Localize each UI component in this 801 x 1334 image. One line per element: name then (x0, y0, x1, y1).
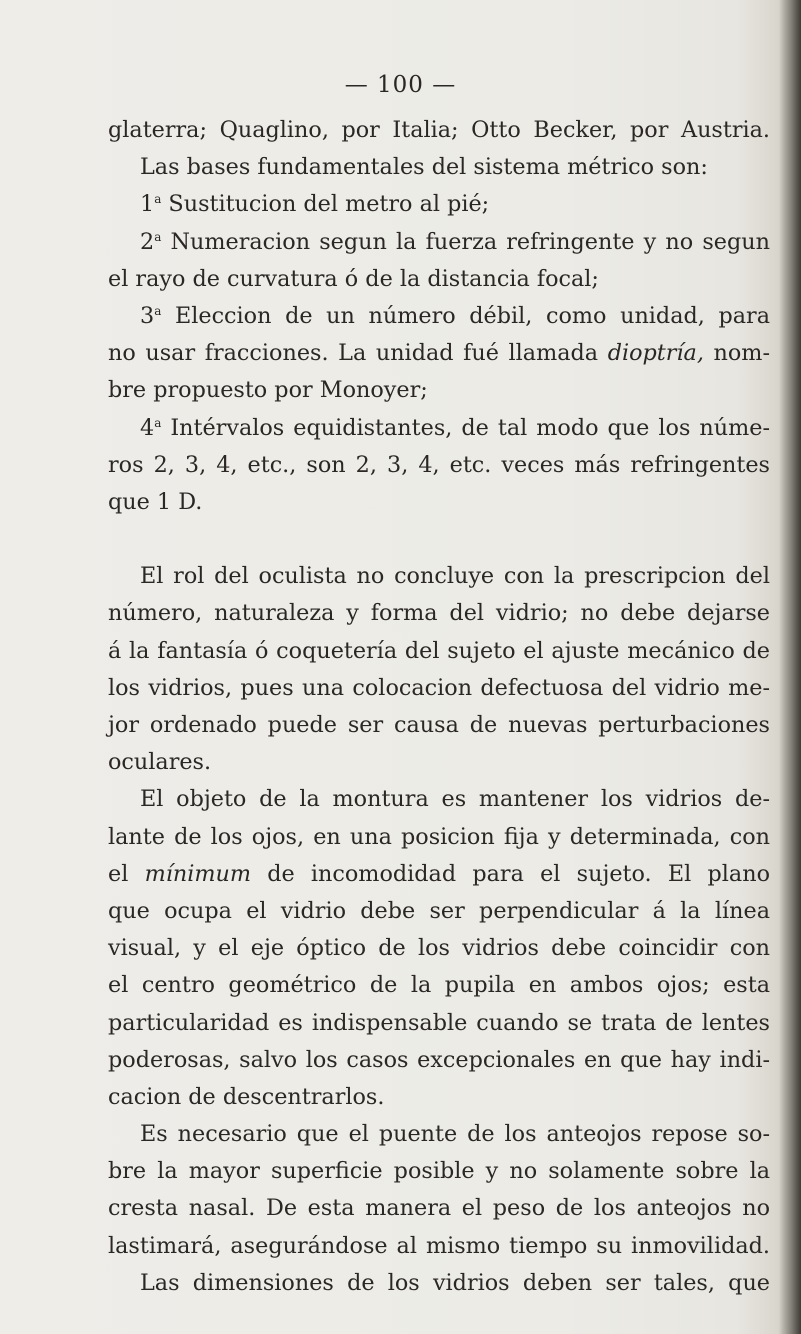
text-line (108, 447, 770, 484)
text-line (108, 484, 770, 521)
text-line (108, 1005, 770, 1042)
text-line (108, 112, 770, 149)
text-segment: 4 (140, 414, 155, 441)
text-line (108, 1116, 770, 1153)
page-number: — 100 — (344, 72, 457, 98)
text-segment: 2 (140, 228, 155, 255)
text-segment: el centro geométrico de la pupila en ambos ojos; esta (108, 972, 770, 999)
text-segment: Las bases fundamentales del sistema métrico son: (140, 154, 708, 181)
text-segment: el (108, 860, 145, 887)
text-line (108, 186, 770, 223)
text-line (108, 1265, 770, 1302)
text-segment: los vidrios, pues una colocacion defectuosa del vidrio me- (108, 674, 770, 701)
text-line (108, 967, 770, 1004)
text-segment: Numeracion segun la fuerza refringente y no segun (161, 228, 770, 255)
text-segment: ros 2, 3, 4, etc., son 2, 3, 4, etc. veces más refringentes (108, 451, 770, 478)
text-segment: que 1 D. (108, 488, 203, 515)
text-line (108, 930, 770, 967)
text-line (108, 1079, 770, 1116)
text-line (108, 372, 770, 409)
text-segment: el rayo de curvatura ó de la distancia focal; (108, 265, 599, 292)
text-line (108, 1190, 770, 1227)
text-segment: Las dimensiones de los vidrios deben ser tales, que (140, 1269, 770, 1296)
italic-term: mínimum (144, 860, 251, 887)
text-segment: lante de los ojos, en una posicion fija y determinada, con (108, 823, 770, 850)
paragraph-gap (108, 521, 770, 558)
text-segment: particularidad es indispensable cuando se trata de lentes (108, 1009, 770, 1036)
text-segment: cresta nasal. De esta manera el peso de los anteojos no (108, 1195, 770, 1222)
page-edge-shadow (779, 0, 801, 1334)
ordinal-superscript: a (154, 229, 162, 244)
text-segment: número, naturaleza y forma del vidrio; no debe dejarse (108, 600, 770, 627)
text-segment: no usar fracciones. La unidad fué llamada (108, 340, 608, 367)
text-segment: Eleccion de un número débil, como unidad, para (161, 302, 770, 329)
text-segment: visual, y el eje óptico de los vidrios debe coincidir con (108, 935, 770, 962)
text-segment: cacion de descentrarlos. (108, 1083, 385, 1110)
text-line (108, 595, 770, 632)
text-line (108, 261, 770, 298)
text-line (108, 558, 770, 595)
text-segment: que ocupa el vidrio debe ser perpendicular á la línea (108, 897, 770, 924)
text-segment: bre la mayor superficie posible y no solamente sobre la (108, 1158, 770, 1185)
ordinal-superscript: a (154, 415, 162, 430)
text-line (108, 781, 770, 818)
text-segment: El objeto de la montura es mantener los vidrios de- (140, 786, 770, 813)
text-segment: glaterra; Quaglino, por Italia; Otto Becker, por Austria. (108, 117, 770, 143)
text-line (108, 335, 770, 372)
text-segment: 1 (140, 191, 155, 218)
text-line (108, 670, 770, 707)
text-line (108, 856, 770, 893)
text-segment: Sustitucion del metro al pié; (161, 191, 490, 218)
text-line (108, 819, 770, 856)
text-segment: oculares. (108, 749, 212, 776)
text-line (108, 149, 770, 186)
text-segment: nom- (703, 340, 770, 367)
text-segment: lastimará, asegurándose al mismo tiempo su inmovilidad. (108, 1232, 770, 1259)
ordinal-superscript: a (154, 303, 162, 318)
text-line (108, 410, 770, 447)
text-line (108, 633, 770, 670)
text-line (108, 1228, 770, 1265)
text-segment: á la fantasía ó coquetería del sujeto el ajuste mecánico de (108, 637, 770, 664)
ordinal-superscript: a (154, 192, 162, 207)
text-line (108, 298, 770, 335)
text-line (108, 707, 770, 744)
text-segment: 3 (140, 302, 155, 329)
text-line (108, 1042, 770, 1079)
text-line (108, 893, 770, 930)
text-line (108, 1153, 770, 1190)
text-segment: Es necesario que el puente de los anteojos repose so- (140, 1121, 770, 1148)
italic-term: dioptría, (607, 340, 704, 367)
text-segment: poderosas, salvo los casos excepcionales en que hay indi- (108, 1046, 770, 1073)
text-line (108, 744, 770, 781)
text-segment: de incomodidad para el sujeto. El plano (250, 860, 770, 887)
text-segment: bre propuesto por Monoyer; (108, 377, 428, 404)
text-line (108, 224, 770, 261)
text-segment: El rol del oculista no concluye con la prescripcion del (140, 563, 770, 590)
text-segment: Intérvalos equidistantes, de tal modo que los núme- (161, 414, 770, 441)
text-segment: jor ordenado puede ser causa de nuevas perturbaciones (108, 712, 770, 738)
body-text (108, 112, 770, 1302)
